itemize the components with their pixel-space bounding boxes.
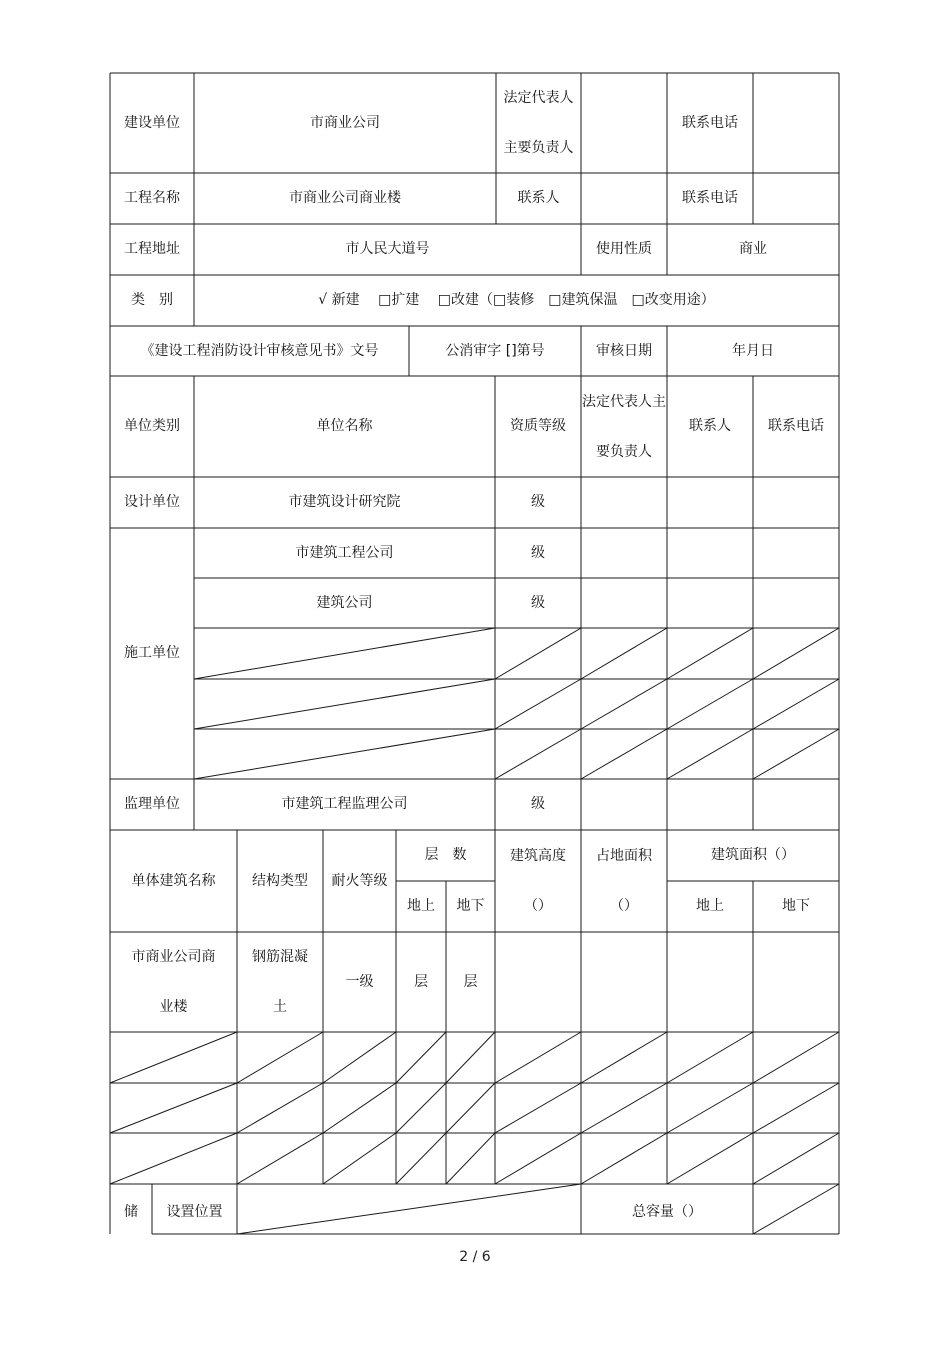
contact-phone-label-2: 联系电话 [682, 190, 738, 206]
construction-unit-2-name: 建筑公司 [316, 594, 373, 611]
storage-capacity-label: 总容量（） [632, 1203, 702, 1220]
audit-doc-label: 《建设工程消防设计审核意见书》文号 [140, 342, 379, 359]
floors-above-header: 地上 [407, 898, 435, 914]
storage-location-label: 设置位置 [166, 1203, 223, 1220]
usage-nature-label: 使用性质 [596, 241, 652, 257]
usage-nature-value: 商业 [739, 241, 767, 257]
construction-unit-1-grade: 级 [531, 544, 545, 561]
project-name-value: 市商业公司商业楼 [289, 190, 401, 206]
audit-date-value: 年月日 [732, 342, 774, 359]
structure-type: 钢筋混凝 土 [252, 949, 308, 1015]
design-unit-grade: 级 [531, 494, 545, 510]
building-name: 市商业公司商 业楼 [131, 949, 216, 1015]
height-header: 建筑高度 （） [510, 847, 566, 914]
qualification-header: 资质等级 [510, 418, 566, 434]
land-area-header: 占地面积 （） [596, 847, 652, 914]
structure-type-header: 结构类型 [252, 872, 308, 889]
project-address-label: 工程地址 [124, 241, 180, 257]
design-unit-name: 市建筑设计研究院 [288, 494, 401, 510]
contact-header: 联系人 [689, 418, 731, 434]
legal-rep-header: 法定代表人主 要负责人 [582, 393, 666, 460]
fire-rating-header: 耐火等级 [331, 872, 388, 889]
design-unit-label: 设计单位 [124, 494, 180, 510]
supervision-unit-name: 市建筑工程监理公司 [281, 796, 408, 812]
contact-phone-label-1: 联系电话 [682, 114, 738, 131]
project-address-value: 市人民大道号 [345, 241, 430, 257]
floors-above: 层 [414, 973, 428, 990]
floors-header: 层 数 [424, 847, 467, 863]
construction-unit-value: 市商业公司 [310, 114, 380, 131]
floor-area-header: 建筑面积（） [711, 847, 795, 863]
category-options: √ 新建 □扩建 □改建（□装修 □建筑保温 □改变用途） [318, 292, 715, 308]
page-number: 2 / 6 [459, 1249, 491, 1265]
unit-name-header: 单位名称 [316, 418, 373, 434]
supervision-unit-grade: 级 [531, 796, 545, 812]
project-name-label: 工程名称 [124, 190, 180, 206]
floors-below: 层 [463, 973, 478, 990]
construction-unit-type-label: 施工单位 [124, 645, 180, 661]
contact-person-label: 联系人 [517, 190, 560, 206]
construction-unit-label: 建设单位 [124, 114, 180, 131]
legal-rep-label: 法定代表人 主要负责人 [503, 90, 574, 156]
building-name-header: 单体建筑名称 [131, 872, 216, 889]
floors-below-header: 地下 [456, 898, 485, 914]
storage-label: 储 [124, 1203, 138, 1220]
audit-date-label: 审核日期 [596, 342, 652, 359]
supervision-unit-label: 监理单位 [124, 796, 180, 812]
construction-unit-1-name: 市建筑工程公司 [295, 544, 394, 561]
phone-header: 联系电话 [768, 418, 824, 434]
fire-rating: 一级 [345, 973, 374, 990]
audit-doc-value: 公消审字 []第号 [445, 342, 545, 359]
construction-unit-2-grade: 级 [531, 594, 545, 611]
unit-type-header: 单位类别 [124, 418, 180, 434]
area-below-header: 地下 [782, 898, 810, 914]
category-label: 类 别 [131, 292, 173, 308]
area-above-header: 地上 [696, 898, 724, 914]
